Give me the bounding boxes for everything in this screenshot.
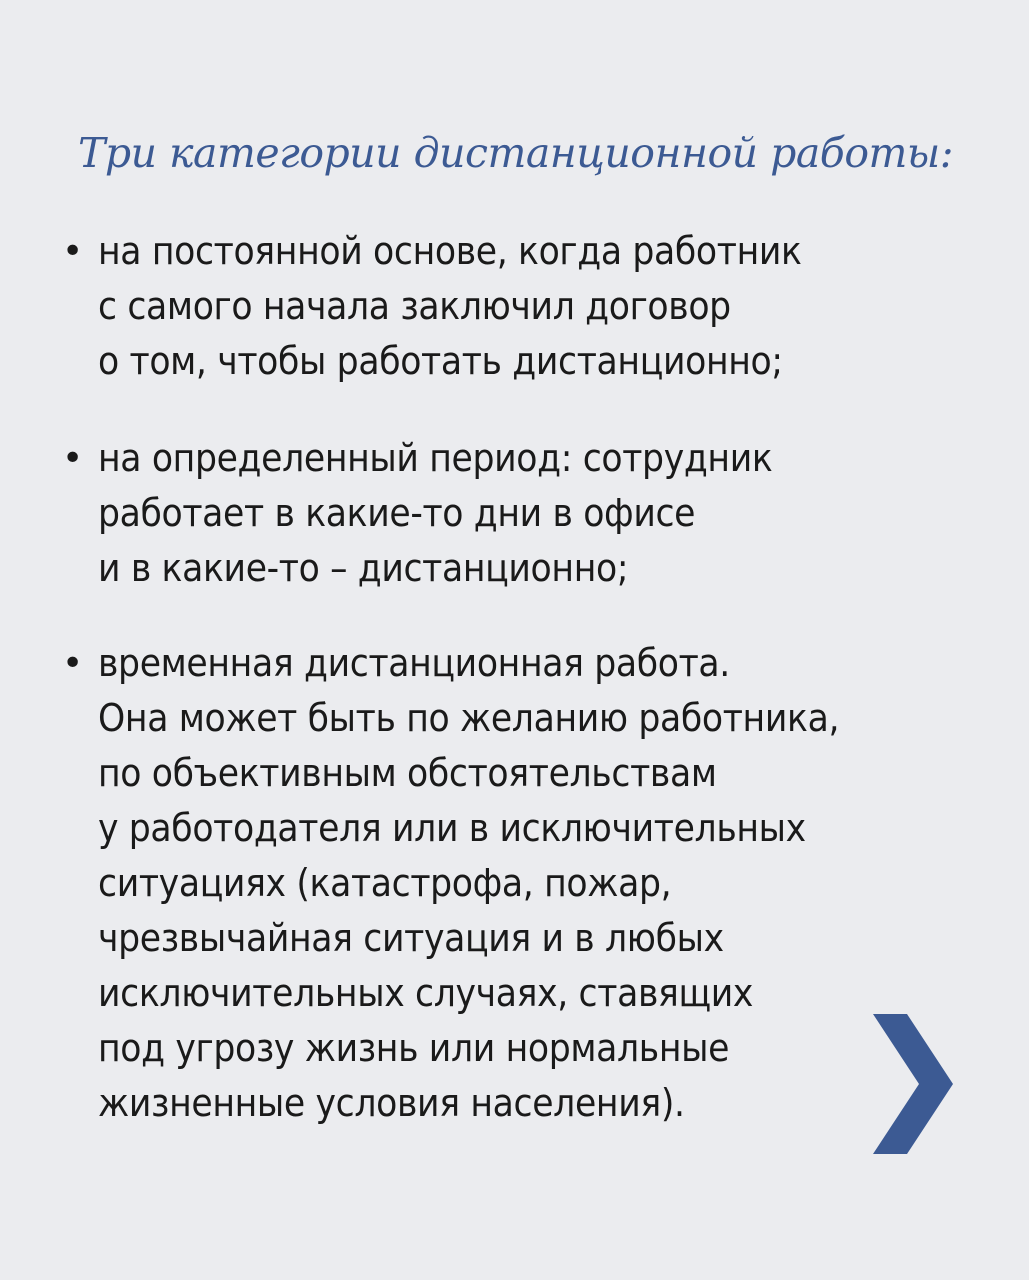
text-line: под угрозу жизнь или нормальные [98, 1026, 730, 1071]
text-line: на определенный период: сотрудник [98, 436, 773, 481]
chevron-right-icon[interactable] [873, 1014, 953, 1154]
page-title: Три категории дистанционной работы: [78, 129, 954, 177]
text-line: чрезвычайная ситуация и в любых [98, 916, 724, 961]
bullet-icon: • [62, 438, 84, 479]
text-line: с самого начала заключил договор [98, 284, 731, 329]
bullet-icon: • [62, 643, 84, 684]
text-line: Она может быть по желанию работника, [98, 696, 840, 741]
text-line: работает в какие-то дни в офисе [98, 491, 696, 536]
text-line: жизненные условия населения). [98, 1081, 685, 1126]
text-line: у работодателя или в исключительных [98, 806, 806, 851]
list-item-text [98, 431, 847, 596]
text-line: на постоянной основе, когда работник [98, 229, 802, 274]
text-line: по объективным обстоятельствам [98, 751, 717, 796]
text-line: временная дистанционная работа. [98, 641, 730, 686]
text-line: исключительных случаях, ставящих [98, 971, 754, 1016]
bullet-icon: • [62, 231, 84, 272]
text-line: о том, чтобы работать дистанционно; [98, 339, 783, 384]
text-line: ситуациях (катастрофа, пожар, [98, 861, 672, 906]
list-item-text [98, 636, 921, 1131]
list-item-text [98, 224, 880, 389]
text-line: и в какие-то – дистанционно; [98, 546, 629, 591]
